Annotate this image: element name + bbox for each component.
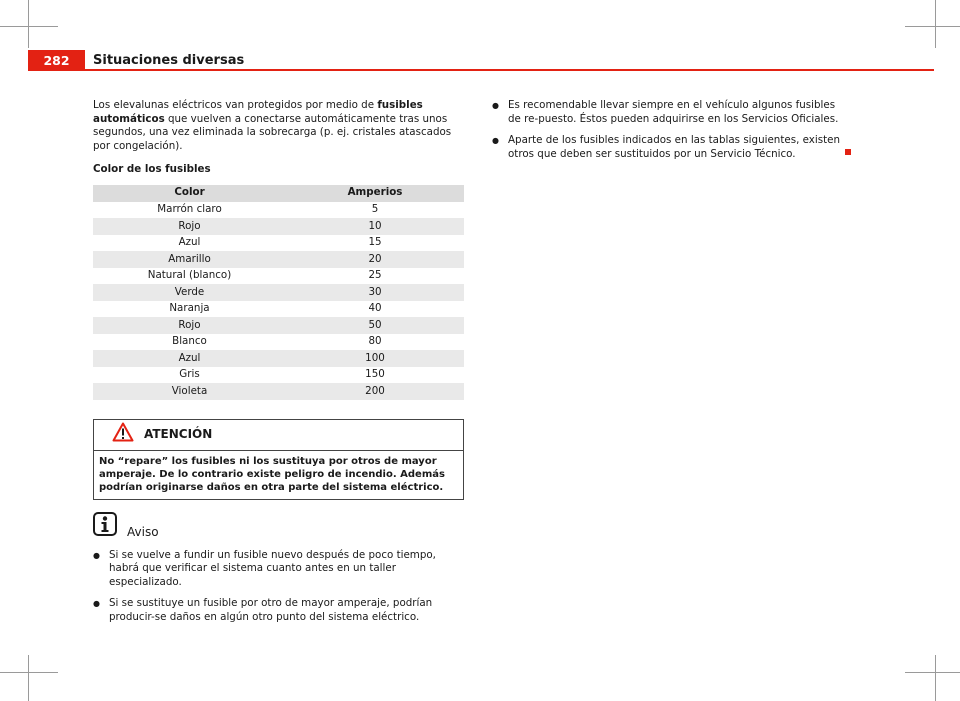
cell-amperes: 10 [286, 218, 464, 235]
table-caption: Color de los fusibles [93, 163, 211, 175]
section-title: Situaciones diversas [93, 52, 245, 68]
right-bullet [492, 134, 846, 161]
table-row [93, 251, 464, 268]
cell-color: Violeta [93, 383, 286, 400]
info-note-icon [93, 512, 117, 541]
note-bullet [93, 549, 464, 590]
crop-mark [935, 0, 936, 48]
right-bullet [492, 99, 846, 126]
column-header-color: Color [93, 185, 286, 202]
warning-triangle-icon [112, 422, 134, 447]
right-bullet-text: Es recomendable llevar siempre en el vehículo algunos fusibles de re-puesto. Éstos pueden adquirirse en los Servicios Oficiales. [508, 99, 839, 125]
table-row [93, 383, 464, 400]
table-row [93, 268, 464, 285]
right-column [492, 99, 846, 169]
note-bullet [93, 597, 464, 624]
warning-box [93, 419, 464, 501]
note-bullet-text: Si se sustituye un fusible por otro de mayor amperaje, podrían producir-se daños en algún otro punto del sistema eléctrico. [109, 597, 433, 623]
cell-amperes: 5 [371, 203, 379, 215]
bullet-dot: ● [93, 550, 100, 560]
crop-mark [0, 26, 58, 27]
table-row [93, 317, 464, 334]
intro-text-start: Los elevalunas eléctricos van protegidos por medio de [93, 99, 378, 111]
cell-amperes: 25 [368, 269, 382, 281]
bullet-dot: ● [93, 599, 100, 609]
bullet-dot: ● [492, 101, 499, 110]
note-title: Aviso [127, 525, 159, 540]
left-column [93, 99, 464, 632]
table-row [93, 334, 464, 351]
warning-header [94, 420, 463, 451]
cell-color: Natural (blanco) [147, 269, 232, 281]
cell-amperes: 20 [286, 251, 464, 268]
intro-paragraph [93, 99, 464, 153]
table-row [93, 350, 464, 367]
cell-color: Naranja [169, 302, 210, 314]
section-end-marker [845, 149, 851, 155]
crop-mark [28, 655, 29, 701]
cell-amperes: 100 [286, 350, 464, 367]
intro-text-bold: fusibles automáticos [93, 99, 423, 125]
note-bullet-text: Si se vuelve a fundir un fusible nuevo después de poco tiempo, habrá que verificar el sistema cuanto antes en un taller especializado. [109, 548, 436, 588]
cell-color: Blanco [172, 335, 207, 347]
cell-amperes: 50 [286, 317, 464, 334]
cell-color: Amarillo [93, 251, 286, 268]
cell-color: Verde [93, 284, 286, 301]
crop-mark [935, 655, 936, 701]
cell-amperes: 80 [368, 335, 382, 347]
page-number: 282 [28, 50, 85, 70]
table-row [93, 218, 464, 235]
cell-color: Azul [93, 350, 286, 367]
cell-amperes: 200 [286, 383, 464, 400]
crop-mark [28, 0, 29, 48]
fuse-color-table [93, 185, 464, 400]
table-row [93, 202, 464, 219]
cell-amperes: 15 [368, 236, 382, 248]
cell-color: Gris [179, 368, 200, 380]
warning-text: No “repare” los fusibles ni los sustituya por otros de mayor amperaje. De lo contrario existe peligro de incendio. Además podrían originarse daños en otra parte del sistema eléctrico. [99, 455, 445, 493]
right-bullet-text: Aparte de los fusibles indicados en las tablas siguientes, existen otros que deben ser sustituidos por un Servicio Técnico. [508, 134, 840, 160]
header-rule [28, 69, 934, 71]
crop-mark [0, 672, 58, 673]
table-row [93, 235, 464, 252]
cell-amperes: 40 [368, 302, 382, 314]
crop-mark [905, 26, 960, 27]
cell-color: Azul [178, 236, 201, 248]
table-row [93, 284, 464, 301]
bullet-dot: ● [492, 136, 499, 145]
crop-mark [905, 672, 960, 673]
table-header-row [93, 185, 464, 202]
cell-color: Rojo [93, 218, 286, 235]
table-row [93, 367, 464, 384]
cell-amperes: 150 [365, 368, 385, 380]
warning-title: ATENCIÓN [144, 426, 213, 441]
cell-color: Marrón claro [157, 203, 222, 215]
cell-amperes: 30 [286, 284, 464, 301]
note-header [93, 512, 464, 541]
intro-text-end: que vuelven a conectarse automáticamente tras unos segundos, una vez eliminada la sobrecarga (p. ej. cristales atascados por congelación). [93, 112, 452, 152]
cell-color: Rojo [93, 317, 286, 334]
table-row [93, 301, 464, 318]
column-header-amperes: Amperios [286, 185, 464, 202]
